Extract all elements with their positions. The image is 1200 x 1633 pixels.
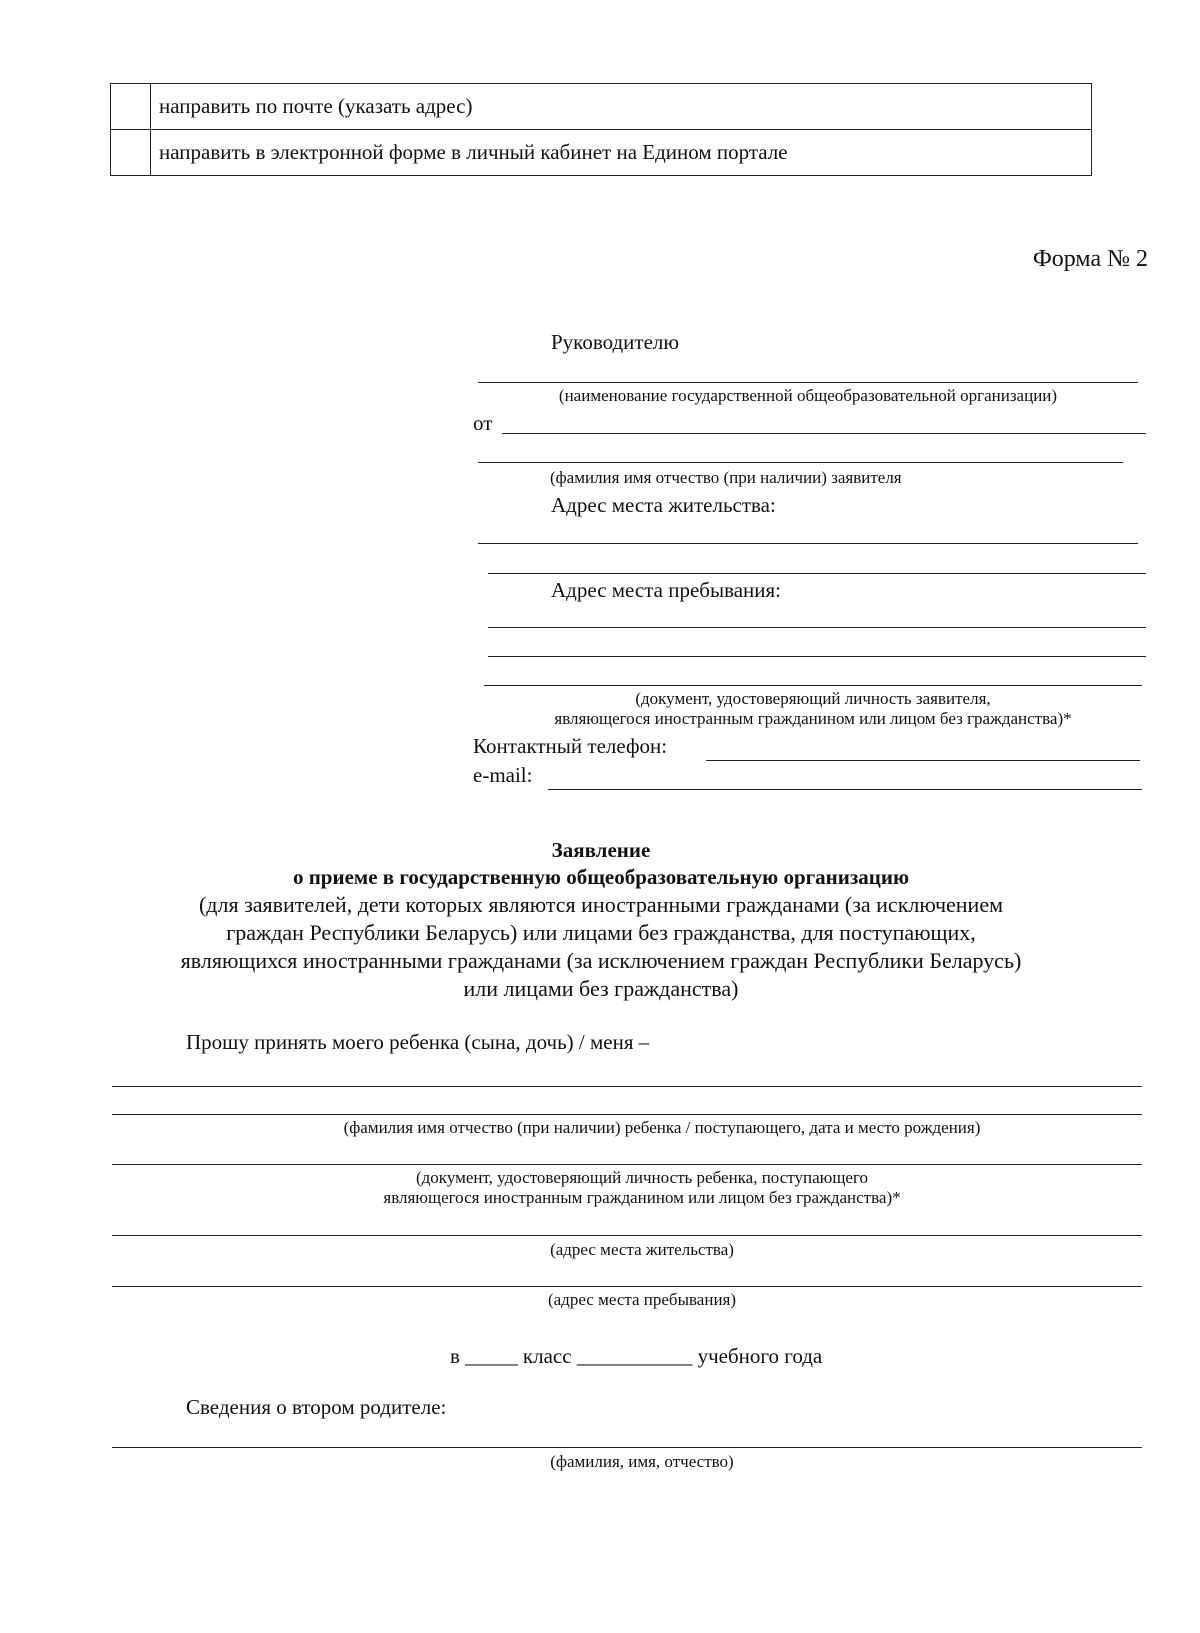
class-number-field[interactable]: _____: [465, 1344, 518, 1368]
stay-label: Адрес места пребывания:: [551, 578, 782, 602]
second-parent-field[interactable]: [112, 1447, 1142, 1448]
second-parent-caption: (фамилия, имя, отчество): [550, 1452, 734, 1471]
identity-doc-caption-1: (документ, удостоверяющий личность заявителя,: [635, 689, 991, 708]
child-name-field-2[interactable]: [112, 1114, 1142, 1115]
statement-heading: [110, 838, 1092, 1002]
child-stay-caption: (адрес места пребывания): [547, 1290, 737, 1309]
table-row: [111, 130, 1092, 176]
child-name-caption: (фамилия имя отчество (при наличии) ребенка / поступающего, дата и место рождения): [343, 1118, 981, 1137]
identity-doc-field[interactable]: [484, 685, 1142, 686]
form-number: Форма № 2: [1032, 246, 1148, 272]
child-residence-caption: (адрес места жительства): [550, 1240, 734, 1259]
option-checkbox-mail[interactable]: [111, 84, 151, 130]
child-stay-field[interactable]: [112, 1286, 1142, 1287]
request-text: Прошу принять моего ребенка (сына, дочь) / меня –: [186, 1030, 650, 1054]
addressee-label: Руководителю: [551, 330, 680, 354]
statement-title: Заявление: [551, 838, 651, 862]
child-doc-caption-2: являющегося иностранным гражданином или лицом без гражданства)*: [383, 1188, 901, 1207]
org-name-caption: (наименование государственной общеобразовательной организации): [558, 386, 1058, 405]
residence-field-2[interactable]: [488, 573, 1146, 574]
applicant-caption: (фамилия имя отчество (при наличии) заявителя: [550, 468, 902, 487]
phone-label: Контактный телефон:: [473, 734, 668, 758]
class-in-label: в: [450, 1344, 460, 1368]
stay-field-2[interactable]: [488, 656, 1146, 657]
table-row: [111, 84, 1092, 130]
child-doc-field[interactable]: [112, 1164, 1142, 1165]
class-label: класс: [522, 1344, 572, 1368]
stay-field-1[interactable]: [488, 627, 1146, 628]
class-line: [450, 1344, 822, 1369]
statement-note-4: или лицами без гражданства): [463, 976, 739, 1001]
option-label: направить в электронной форме в личный кабинет на Едином портале: [151, 130, 1092, 176]
option-label: направить по почте (указать адрес): [151, 84, 1092, 130]
child-doc-caption-1: (документ, удостоверяющий личность ребенка, поступающего: [415, 1168, 869, 1187]
statement-note-3: являющихся иностранными гражданами (за исключением граждан Республики Беларусь): [180, 948, 1022, 973]
email-label: e-mail:: [473, 763, 533, 787]
option-checkbox-portal[interactable]: [111, 130, 151, 176]
identity-doc-caption-2: являющегося иностранным гражданином или лицом без гражданства)*: [554, 709, 1072, 728]
child-residence-field[interactable]: [112, 1235, 1142, 1236]
from-label: от: [473, 411, 493, 435]
org-name-field[interactable]: [478, 382, 1138, 383]
residence-field-1[interactable]: [478, 543, 1138, 544]
statement-note-2: граждан Республики Беларусь) или лицами без гражданства, для поступающих,: [226, 920, 976, 945]
statement-note-1: (для заявителей, дети которых являются иностранными гражданами (за исключением: [198, 892, 1004, 917]
second-parent-label: Сведения о втором родителе:: [186, 1395, 447, 1419]
school-year-field[interactable]: ___________: [576, 1344, 693, 1368]
email-field[interactable]: [548, 789, 1142, 790]
applicant-name-field-2[interactable]: [478, 462, 1123, 463]
statement-subject: о приеме в государственную общеобразовательную организацию: [292, 865, 910, 889]
phone-field[interactable]: [706, 760, 1140, 761]
applicant-name-field[interactable]: [502, 433, 1146, 434]
residence-label: Адрес места жительства:: [551, 493, 776, 517]
child-name-field-1[interactable]: [112, 1086, 1142, 1087]
delivery-options-table: [110, 83, 1092, 176]
school-year-label: учебного года: [697, 1344, 823, 1368]
